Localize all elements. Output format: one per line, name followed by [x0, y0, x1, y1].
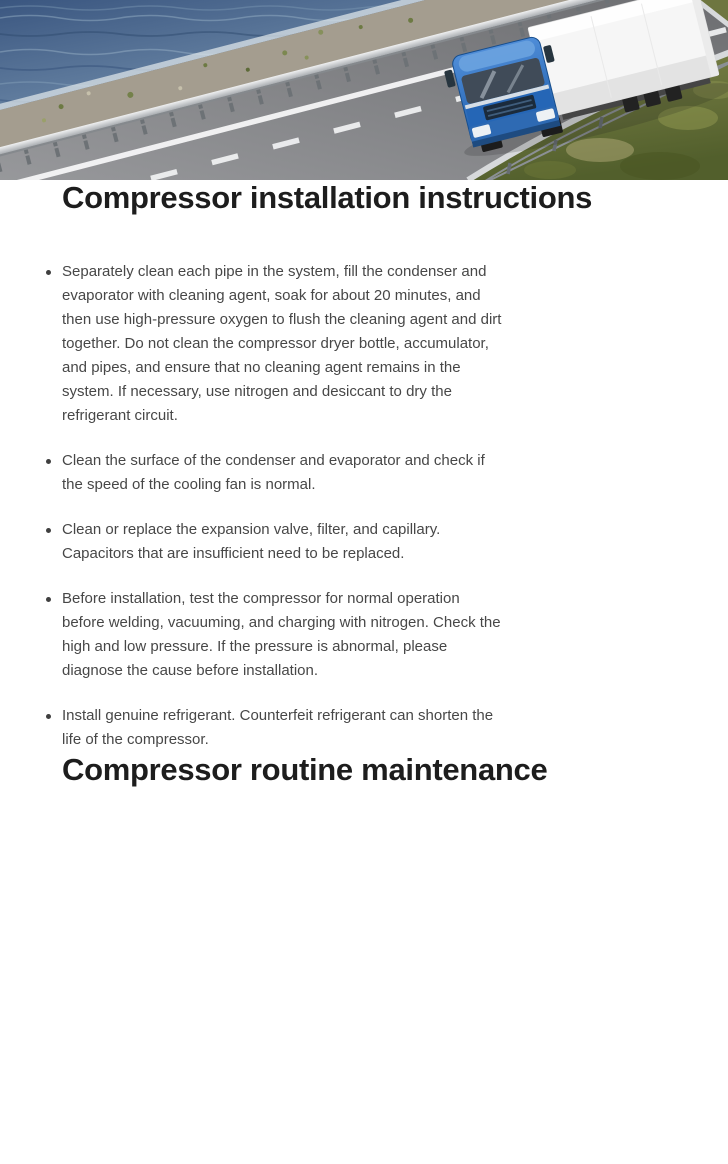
- maintenance-section-title: Compressor routine maintenance: [62, 752, 548, 787]
- section-maintenance: [62, 752, 688, 788]
- list-item: Install genuine refrigerant. Counterfeit refrigerant can shorten the life of the compressor.: [62, 704, 502, 752]
- section-installation: [62, 180, 688, 752]
- main-content: [0, 180, 728, 788]
- list-item: Before installation, test the compressor for normal operation before welding, vacuuming, and charging with nitrogen. Check the high and low pressure. If the pressure is abnormal, please diagnose the cause before installation.: [62, 587, 502, 683]
- list-item: Clean or replace the expansion valve, filter, and capillary. Capacitors that are insufficient need to be replaced.: [62, 518, 502, 566]
- installation-bullet-list: [62, 260, 502, 752]
- list-item: Clean the surface of the condenser and evaporator and check if the speed of the cooling fan is normal.: [62, 449, 502, 497]
- coastal-highway-truck-illustration: [0, 0, 728, 180]
- installation-section-title: Compressor installation instructions: [62, 180, 593, 215]
- hero-image: [0, 0, 728, 180]
- list-item: Separately clean each pipe in the system, fill the condenser and evaporator with cleaning agent, soak for about 20 minutes, and then use high-pressure oxygen to flush the cleaning agent and dirt together. Do not clean the compressor dryer bottle, accumulator, and pipes, and ensure that no cleaning agent remains in the system. If necessary, use nitrogen and desiccant to dry the refrigerant circuit.: [62, 260, 502, 428]
